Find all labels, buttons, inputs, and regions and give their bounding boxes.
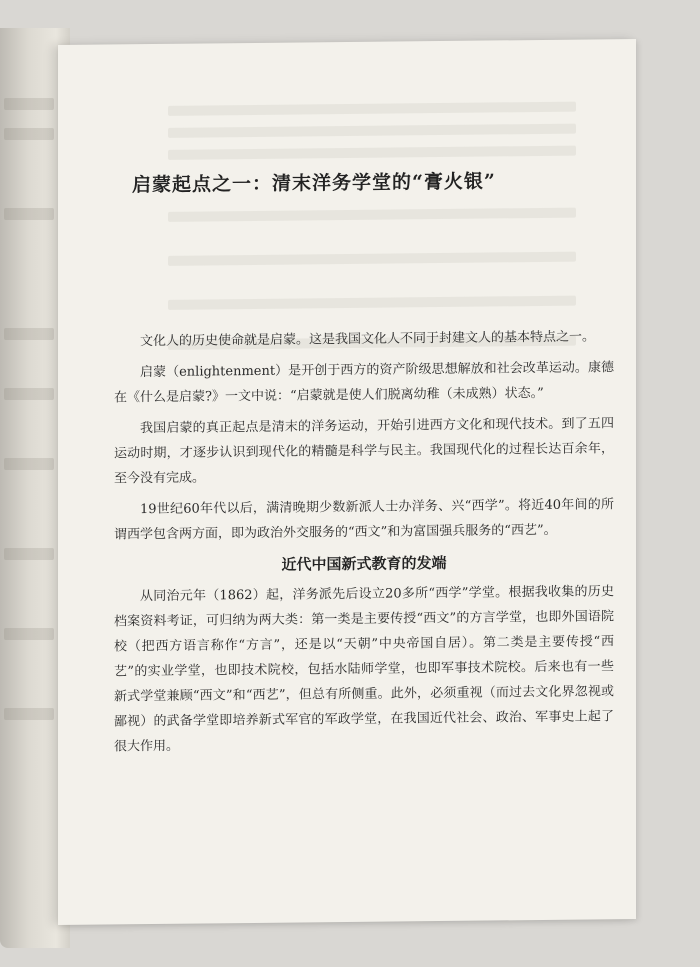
paragraph: 19世纪60年代以后，满清晚期少数新派人士办洋务、兴“西学”。将近40年间的所谓西学包含两方面，即为政治外交服务的“西文”和为富国强兵服务的“西艺”。	[114, 497, 614, 543]
intro-text	[114, 324, 614, 547]
paragraph: 启蒙（enlightenment）是开创于西方的资产阶级思想解放和社会改革运动。康德在《什么是启蒙?》一文中说：“启蒙就是使人们脱离幼稚（未成熟）状态。”	[114, 360, 614, 406]
page-content	[114, 165, 614, 765]
paragraph: 我国启蒙的真正起点是清末的洋务运动，开始引进西方文化和现代技术。到了五四运动时期，才逐步认识到现代化的精髓是科学与民主。我国现代化的过程长达百余年，至今没有完成。	[114, 416, 614, 487]
paragraph: 文化人的历史使命就是启蒙。这是我国文化人不同于封建文人的基本特点之一。	[140, 329, 596, 350]
section-heading: 近代中国新式教育的发端	[281, 553, 447, 574]
book-page	[58, 39, 636, 925]
section-text	[114, 579, 614, 759]
paragraph: 从同治元年（1862）起，洋务派先后设立20多所“西学”学堂。根据我收集的历史档案资料考证，可归纳为两大类：第一类是主要传授“西文”的方言学堂，也即外国语院校（把西方语言称作“方言”，还是以“天朝”中央帝国自居）。第二类是主要传授“西艺”的实业学堂，也即技术院校，包括水陆师学堂，也即军事技术院校。后来也有一些新式学堂兼顾“西文”和“西艺”，但总有所侧重。此外，必须重视（而过去文化界忽视或鄙视）的武备学堂即培养新式军官的军政学堂，在我国近代社会、政治、军事史上起了很大作用。	[114, 584, 614, 755]
chapter-title: 启蒙起点之一：清末洋务学堂的“膏火银”	[132, 170, 496, 197]
